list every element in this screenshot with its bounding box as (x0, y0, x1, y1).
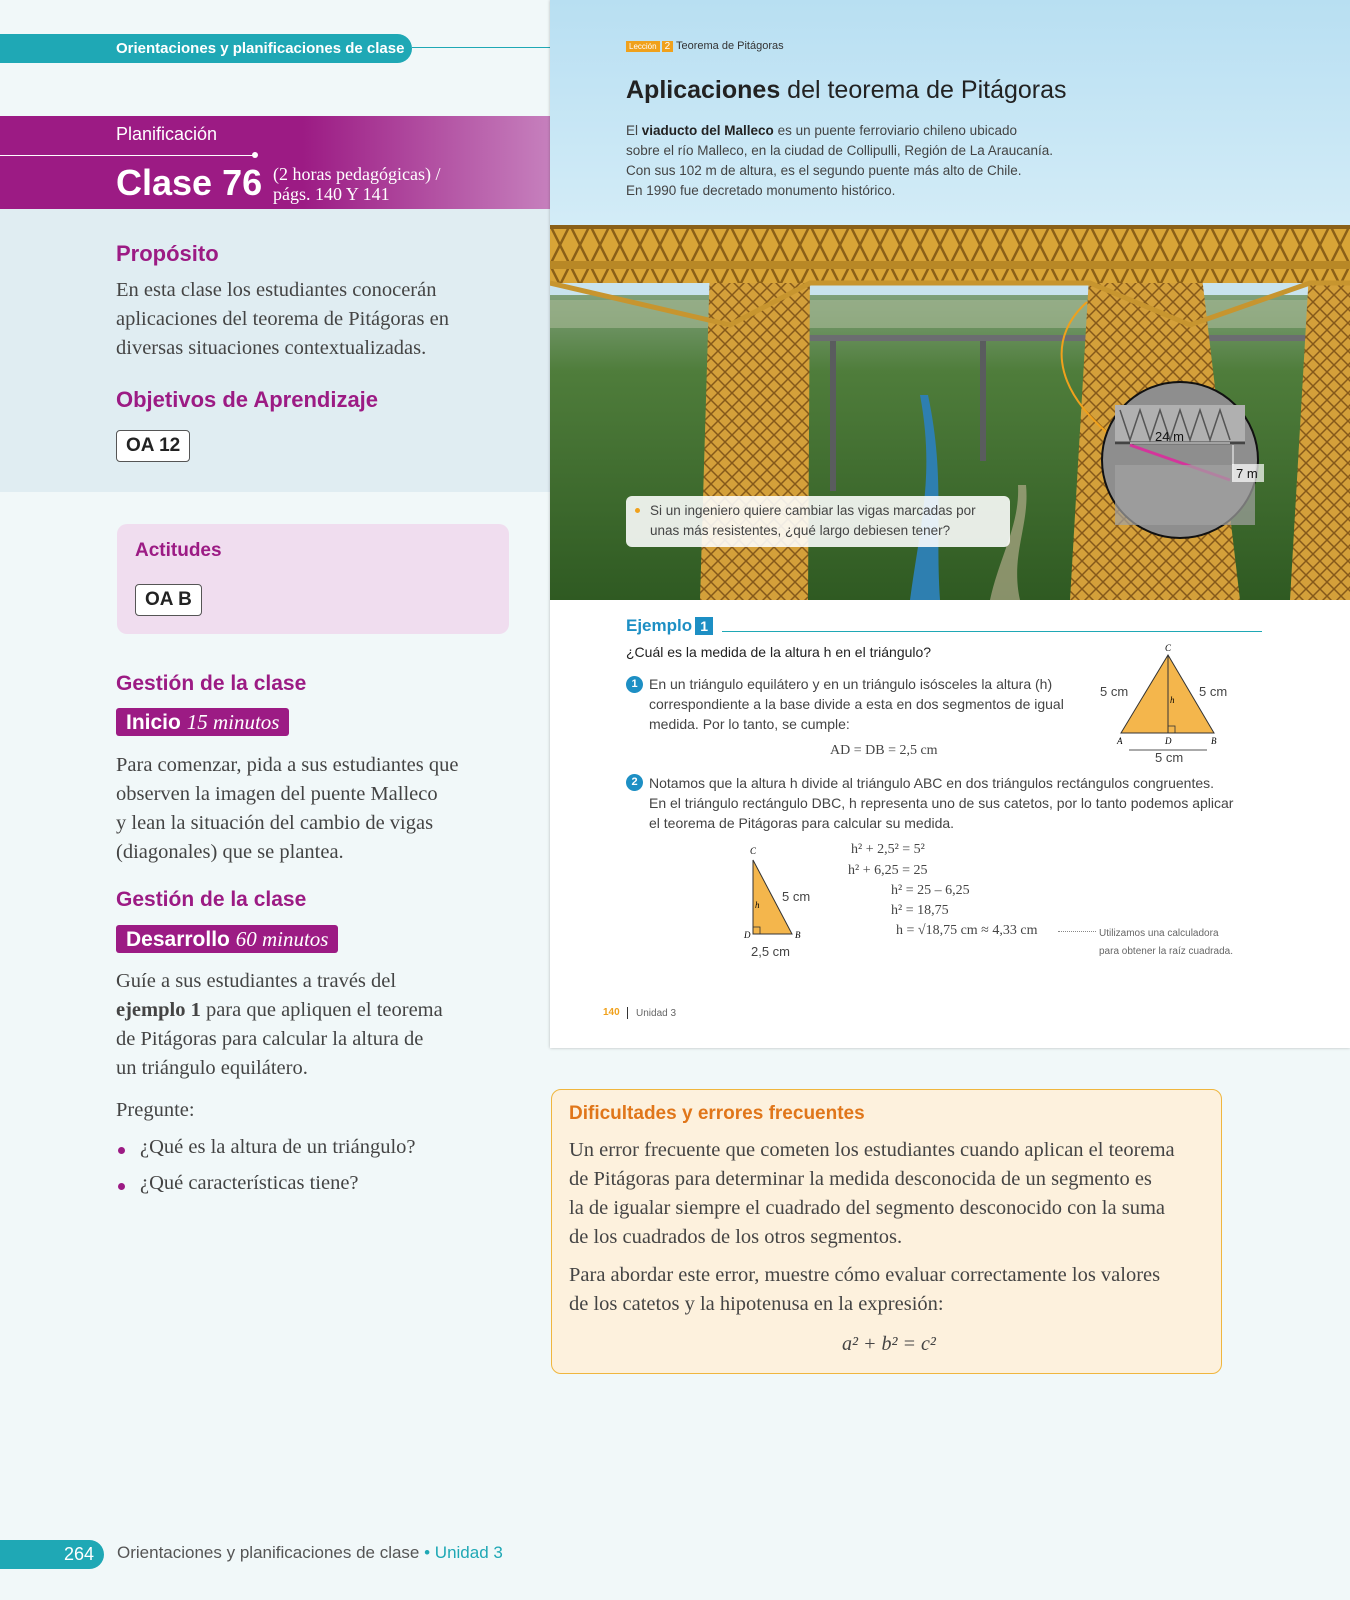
height-h: h (755, 900, 760, 910)
inicio-line: observen la imagen del puente Malleco (116, 783, 438, 805)
dif-line: de los catetos y la hipotenusa en la expresión: (569, 1293, 944, 1315)
ejemplo-number: 1 (695, 617, 713, 635)
footer-separator (627, 1007, 628, 1019)
question-bullet: ¿Qué características tiene? (140, 1172, 359, 1194)
callout-line: unas más resistentes, ¿qué largo debiesen tener? (650, 523, 951, 538)
dif-line: Para abordar este error, muestre cómo evaluar correctamente los valores (569, 1264, 1161, 1286)
desarrollo-line (116, 996, 526, 1025)
oa-b-badge: OA B (135, 584, 202, 616)
planificacion-rule (0, 155, 256, 156)
vertex-a: A (1117, 736, 1123, 746)
bullet-dot (118, 1183, 125, 1190)
step-1-line: correspondiente a la base divide a esta en dos segmentos de igual (649, 696, 1064, 712)
vertex-c: C (1165, 643, 1172, 653)
ejemplo-bold: ejemplo 1 (116, 999, 201, 1021)
question-callout (626, 496, 1010, 547)
page-intro (626, 121, 1096, 201)
intro-text: es un puente ferroviario chileno ubicado (773, 123, 1017, 138)
actitudes-heading: Actitudes (135, 540, 222, 561)
dif-line: de los cuadrados de los otros segmentos. (569, 1226, 903, 1248)
proposito-line: aplicaciones del teorema de Pitágoras en (116, 308, 449, 330)
textbook-page-number: 140 (603, 1007, 620, 1018)
step-2-text (649, 773, 1269, 833)
title-rest: del teorema de Pitágoras (780, 76, 1067, 104)
equation-line: h² = 25 – 6,25 (891, 883, 970, 898)
proposito-line: En esta clase los estudiantes conocerán (116, 279, 437, 301)
inicio-line: (diagonales) que se plantea. (116, 841, 344, 863)
step-1-badge: 1 (626, 676, 643, 693)
intro-line: En 1990 fue decretado monumento histórico. (626, 183, 896, 198)
gestion-heading-2: Gestión de la clase (116, 888, 307, 911)
vertex-d: D (1165, 736, 1172, 746)
vertex-c: C (750, 846, 757, 856)
intro-line: Con sus 102 m de altura, es el segundo puente más alto de Chile. (626, 163, 1022, 178)
zoom-label-24m: 24 m (1155, 429, 1184, 444)
desarrollo-line: un triángulo equilátero. (116, 1057, 308, 1079)
height-h: h (1170, 695, 1175, 705)
intro-bold: viaducto del Malleco (641, 123, 774, 138)
note-arrow (1058, 931, 1096, 932)
proposito-line: diversas situaciones contextualizadas. (116, 337, 427, 359)
dificultades-p2 (569, 1261, 1205, 1319)
desarrollo-time: 60 minutos (235, 927, 329, 951)
note-line: para obtener la raíz cuadrada. (1099, 946, 1233, 957)
dificultades-heading: Dificultades y errores frecuentes (569, 1103, 865, 1124)
desarrollo-text (116, 967, 526, 1083)
side-left-label: 5 cm (1100, 684, 1129, 699)
footer-title: Orientaciones y planificaciones de clase (117, 1543, 420, 1562)
page-title (626, 76, 1067, 105)
desarrollo-line-rest: para que apliquen el teorema (200, 999, 443, 1021)
lesson-title: Teorema de Pitágoras (676, 40, 784, 52)
horas-text: (2 horas pedagógicas) / (273, 164, 441, 184)
note-line: Utilizamos una calculadora (1099, 928, 1219, 939)
step-1-equation: AD = DB = 2,5 cm (830, 743, 938, 758)
step-2-badge: 2 (626, 774, 643, 791)
desarrollo-label: Desarrollo (126, 928, 230, 951)
vertex-b: B (1211, 736, 1217, 746)
equilateral-triangle-diagram (1095, 640, 1255, 765)
equation-line: h² + 6,25 = 25 (848, 863, 928, 878)
intro-text: El (626, 123, 642, 138)
callout-line: Si un ingeniero quiere cambiar las vigas marcadas por (650, 503, 976, 518)
oa-12-badge: OA 12 (116, 430, 190, 462)
dificultades-p1 (569, 1136, 1205, 1252)
pregunte-label: Pregunte: (116, 1099, 195, 1121)
inicio-time: 15 minutos (186, 710, 280, 734)
intro-line (626, 121, 1096, 141)
ejemplo-title (626, 616, 713, 636)
ejemplo-label: Ejemplo (626, 616, 693, 635)
footer-separator: • (419, 1543, 435, 1562)
inicio-label: Inicio (126, 711, 181, 734)
header-rule (412, 47, 550, 48)
callout-bullet (635, 508, 640, 513)
pythagoras-formula: a² + b² = c² (842, 1333, 936, 1355)
title-bold: Aplicaciones (626, 76, 781, 104)
ejemplo-question: ¿Cuál es la medida de la altura h en el triángulo? (626, 644, 932, 660)
inicio-line: y lean la situación del cambio de vigas (116, 812, 434, 834)
question-bullet: ¿Qué es la altura de un triángulo? (140, 1136, 416, 1158)
objetivos-heading: Objetivos de Aprendizaje (116, 387, 379, 412)
desarrollo-pill (116, 925, 338, 953)
footer-unit: Unidad 3 (434, 1543, 503, 1562)
vertex-b: B (795, 930, 801, 940)
step-1-text (649, 674, 1089, 734)
planificacion-label: Planificación (116, 124, 218, 144)
equation-line: h² = 18,75 (891, 903, 949, 918)
zoom-label-7m: 7 m (1236, 466, 1258, 481)
inicio-line: Para comenzar, pida a sus estudiantes que (116, 754, 459, 776)
step-1-line: En un triángulo equilátero y en un triángulo isósceles la altura (h) (649, 676, 1053, 692)
gestion-heading-1: Gestión de la clase (116, 672, 307, 695)
base-label: 2,5 cm (751, 944, 791, 959)
equation-line: h² + 2,5² = 5² (851, 842, 925, 857)
lesson-tag (626, 40, 784, 52)
header-ribbon: Orientaciones y planificaciones de clase (0, 34, 412, 63)
desarrollo-line: de Pitágoras para calcular la altura de (116, 1028, 424, 1050)
calculator-note (1099, 925, 1233, 961)
clase-hours (273, 164, 493, 204)
intro-line: sobre el río Malleco, en la ciudad de Collipulli, Región de La Araucanía. (626, 143, 1054, 158)
base-label: 5 cm (1155, 750, 1184, 765)
dif-line: la de igualar siempre el cuadrado del segmento desconocido con la suma (569, 1197, 1165, 1219)
ejemplo-rule (722, 631, 1262, 632)
footer-text (117, 1543, 503, 1563)
step-1-line: medida. Por lo tanto, se cumple: (649, 716, 850, 732)
right-triangle-diagram (740, 840, 840, 965)
lesson-number: 2 (662, 41, 674, 52)
textbook-unit: Unidad 3 (636, 1008, 677, 1019)
hypotenuse-label: 5 cm (782, 889, 811, 904)
page-number-tab: 264 (0, 1540, 104, 1569)
vertex-d: D (744, 930, 751, 940)
proposito-text (116, 276, 516, 363)
bullet-dot (118, 1147, 125, 1154)
lesson-tag-box: Lección (626, 41, 660, 52)
inicio-text (116, 751, 526, 867)
inicio-pill (116, 708, 289, 736)
clase-title: Clase 76 (116, 162, 263, 203)
planificacion-dot (252, 152, 258, 158)
dif-line: Un error frecuente que cometen los estudiantes cuando aplican el teorema (569, 1139, 1175, 1161)
dif-line: de Pitágoras para determinar la medida desconocida de un segmento es (569, 1168, 1152, 1190)
step-2-line: el teorema de Pitágoras para calcular su medida. (649, 815, 955, 831)
step-2-line: En el triángulo rectángulo DBC, h representa uno de sus catetos, por lo tanto podemos aplicar (649, 795, 1234, 811)
paginas-text: págs. 140 Y 141 (273, 184, 390, 204)
side-right-label: 5 cm (1199, 684, 1228, 699)
step-2-line: Notamos que la altura h divide al triángulo ABC en dos triángulos rectángulos congruentes. (649, 775, 1215, 791)
equation-line: h = √18,75 cm ≈ 4,33 cm (896, 923, 1038, 938)
proposito-heading: Propósito (116, 241, 219, 266)
desarrollo-line: Guíe a sus estudiantes a través del (116, 970, 397, 992)
